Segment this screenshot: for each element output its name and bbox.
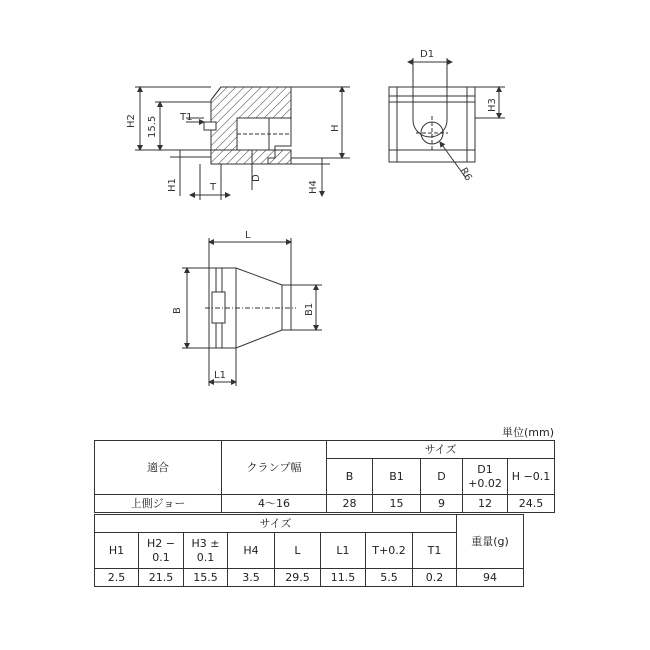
spec-table-size [94,514,524,587]
cell-l1: 11.5 [321,569,366,587]
dim-label-t1: T1 [180,112,193,123]
dim-label-h3: H3 [487,98,498,112]
dim-label-h: H [330,124,341,132]
header-weight: 重量(g) [457,515,524,569]
header-t1: T1 [413,533,457,569]
dim-label-d: D [251,174,262,182]
unit-label: 単位(mm) [502,426,555,439]
dim-label-t: T [210,182,217,193]
dim-label-15-5: 15.5 [147,115,158,138]
header-d1: D1 +0.02 [463,459,508,495]
header-l: L [275,533,321,569]
cell-fit: 上側ジョー [95,495,222,513]
header-h3: H3 ± 0.1 [184,533,228,569]
cell-h: 24.5 [508,495,555,513]
header-d: D [421,459,463,495]
cell-h1: 2.5 [95,569,139,587]
header-h2: H2 − 0.1 [139,533,184,569]
cell-b1: 15 [373,495,421,513]
header-size: サイズ [327,441,555,459]
cell-l: 29.5 [275,569,321,587]
dim-label-b: B [172,307,183,314]
dim-label-r6: R6 [457,166,474,184]
cell-h4: 3.5 [228,569,275,587]
header-b1: B1 [373,459,421,495]
cell-clamp-width: 4〜16 [222,495,327,513]
header-b: B [327,459,373,495]
header-h4: H4 [228,533,275,569]
end-view [389,58,505,178]
cell-h2: 21.5 [139,569,184,587]
header-clamp-width: クランプ幅 [222,441,327,495]
top-view [182,238,322,386]
header-size-2: サイズ [95,515,457,533]
spec-table-main [94,440,555,513]
dim-label-h2: H2 [126,114,137,128]
dim-label-l1: L1 [214,370,226,381]
cell-b: 28 [327,495,373,513]
header-h1: H1 [95,533,139,569]
cell-d: 9 [421,495,463,513]
header-h: H −0.1 [508,459,555,495]
header-l1: L1 [321,533,366,569]
cell-t: 5.5 [366,569,413,587]
cell-h3: 15.5 [184,569,228,587]
dim-label-d1: D1 [420,49,435,60]
header-fit: 適合 [95,441,222,495]
dim-label-h1: H1 [167,178,178,192]
cell-d1: 12 [463,495,508,513]
cell-weight: 94 [457,569,524,587]
dim-label-l: L [245,230,251,241]
dim-label-b1: B1 [304,302,315,316]
header-t: T+0.2 [366,533,413,569]
cell-t1: 0.2 [413,569,457,587]
dim-label-h4: H4 [308,180,319,194]
